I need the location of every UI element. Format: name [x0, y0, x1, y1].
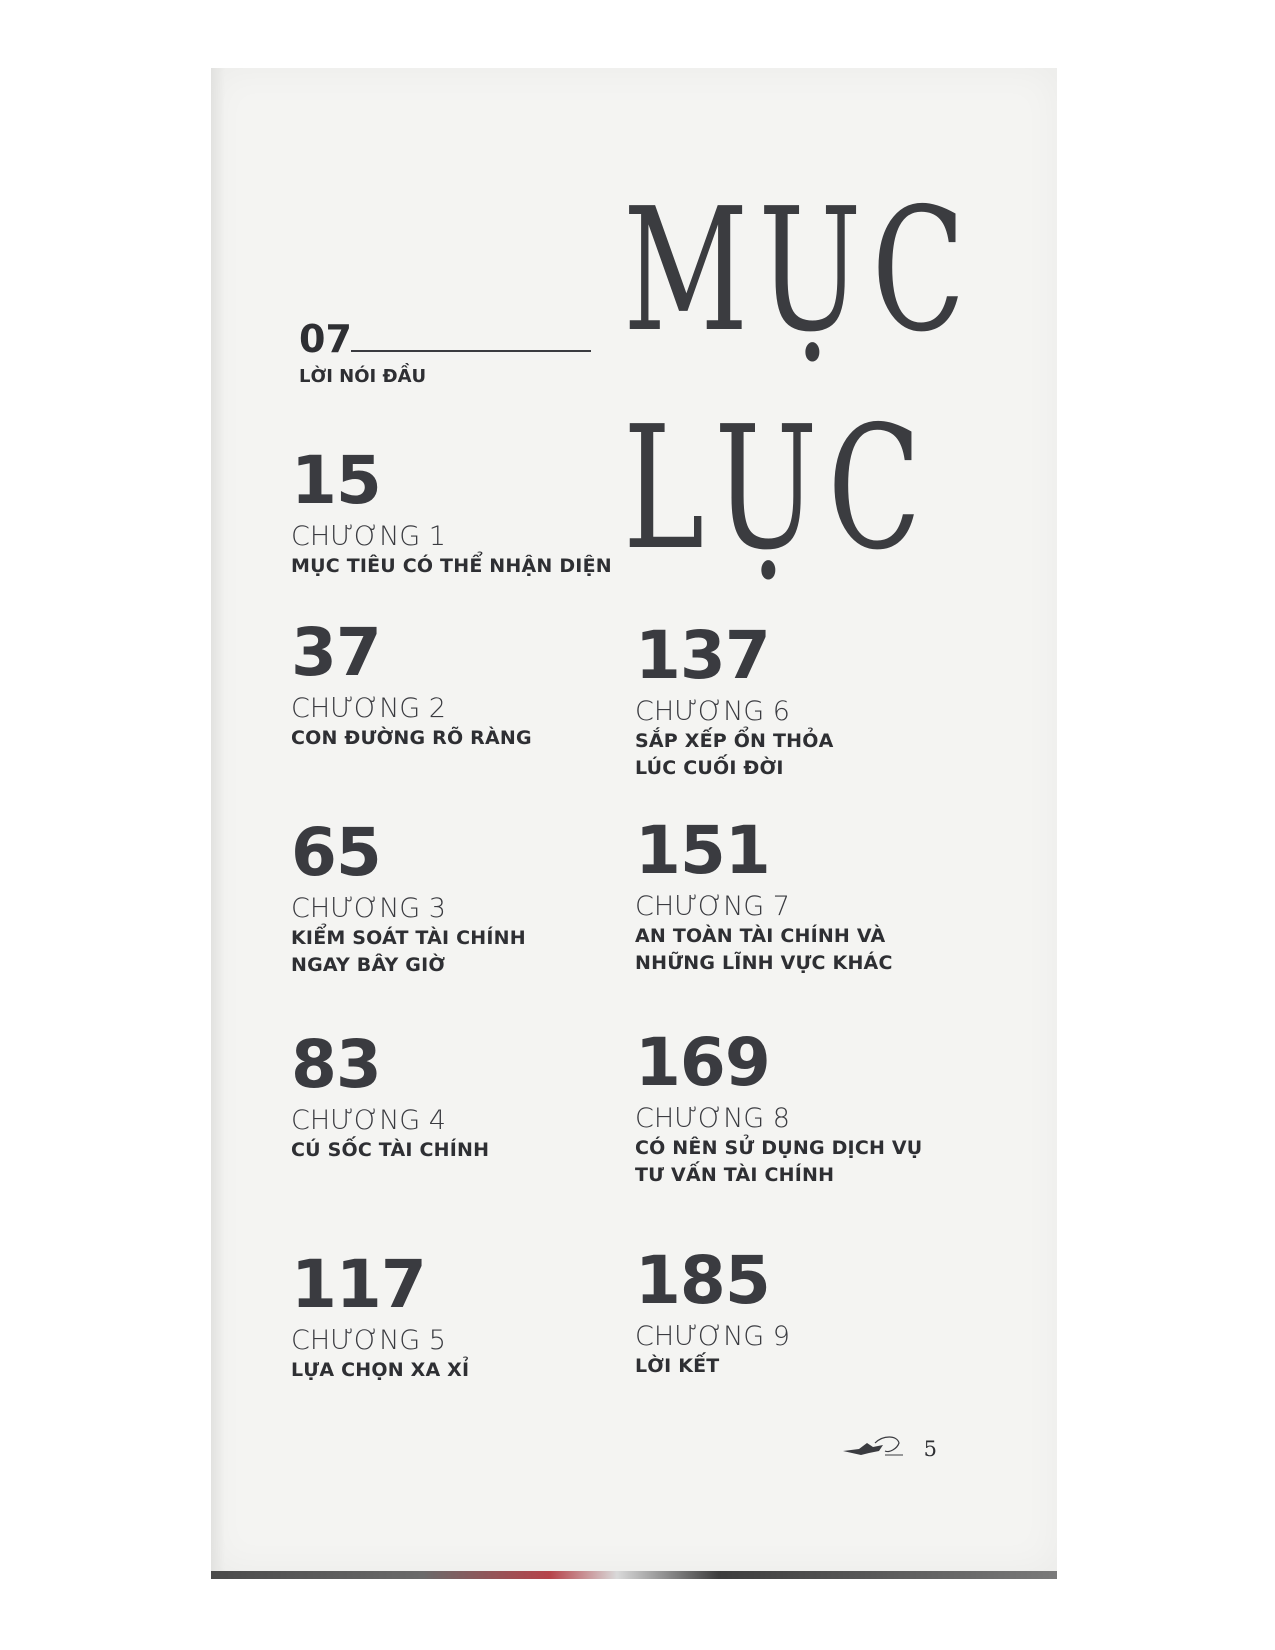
toc-chapter-title: CÓ NÊN SỬ DỤNG DỊCH VỤ [635, 1136, 923, 1159]
toc-page-number: 151 [635, 812, 770, 889]
page-title-line-2: LỤC [623, 390, 932, 588]
toc-chapter-label: CHƯƠNG 8 [635, 1103, 790, 1134]
toc-chapter-title: SẮP XẾP ỔN THỎA [635, 729, 834, 752]
toc-chapter-title: LÚC CUỐI ĐỜI [635, 757, 784, 780]
toc-entry-chapter-8[interactable] [635, 1024, 923, 1189]
toc-entry-chapter-4[interactable] [291, 1026, 490, 1163]
toc-entry-chapter-9[interactable] [635, 1242, 790, 1379]
toc-chapter-title: TƯ VẤN TÀI CHÍNH [635, 1164, 835, 1187]
toc-chapter-label: CHƯƠNG 2 [291, 693, 446, 724]
toc-chapter-label: CHƯƠNG 9 [635, 1321, 790, 1352]
toc-page-number: 185 [635, 1242, 770, 1319]
intro-label: LỜI NÓI ĐẦU [299, 366, 427, 387]
toc-chapter-title: NHỮNG LĨNH VỰC KHÁC [635, 952, 893, 975]
toc-chapter-title: LỰA CHỌN XA XỈ [291, 1358, 470, 1381]
toc-chapter-label: CHƯƠNG 5 [291, 1325, 446, 1356]
toc-chapter-title: CON ĐƯỜNG RÕ RÀNG [291, 726, 532, 749]
toc-page-number: 15 [291, 442, 381, 519]
toc-entry-chapter-1[interactable] [291, 442, 612, 579]
toc-chapter-label: CHƯƠNG 3 [291, 893, 446, 924]
toc-chapter-title: LỜI KẾT [635, 1354, 720, 1377]
toc-chapter-title: AN TOÀN TÀI CHÍNH VÀ [635, 924, 886, 947]
toc-chapter-label: CHƯƠNG 6 [635, 696, 790, 727]
toc-chapter-title: NGAY BÂY GIỜ [291, 954, 446, 977]
toc-entry-chapter-6[interactable] [635, 617, 834, 782]
intro-rule [351, 350, 591, 352]
toc-entry-chapter-3[interactable] [291, 814, 526, 979]
toc-chapter-title: MỤC TIÊU CÓ THỂ NHẬN DIỆN [291, 554, 612, 577]
book-page [211, 68, 1057, 1571]
toc-chapter-title: KIỂM SOÁT TÀI CHÍNH [291, 926, 526, 949]
toc-page-number: 83 [291, 1026, 381, 1103]
page-title-line-1: MỤC [623, 172, 976, 370]
toc-page-number: 137 [635, 617, 770, 694]
toc-chapter-label: CHƯƠNG 4 [291, 1105, 446, 1136]
toc-chapter-label: CHƯƠNG 7 [635, 891, 790, 922]
toc-page-number: 117 [291, 1246, 426, 1323]
intro-page-number: 07 [299, 317, 352, 361]
toc-entry-chapter-5[interactable] [291, 1246, 470, 1383]
toc-chapter-label: CHƯƠNG 1 [291, 521, 446, 552]
toc-entry-chapter-2[interactable] [291, 614, 532, 751]
toc-entry-chapter-7[interactable] [635, 812, 893, 977]
toc-page-number: 37 [291, 614, 381, 691]
toc-chapter-title: CÚ SỐC TÀI CHÍNH [291, 1138, 490, 1161]
page-number: 5 [923, 1437, 937, 1461]
page-edge-strip [211, 1571, 1057, 1579]
publisher-logo-icon [839, 1431, 905, 1459]
toc-page-number: 65 [291, 814, 381, 891]
toc-page-number: 169 [635, 1024, 770, 1101]
